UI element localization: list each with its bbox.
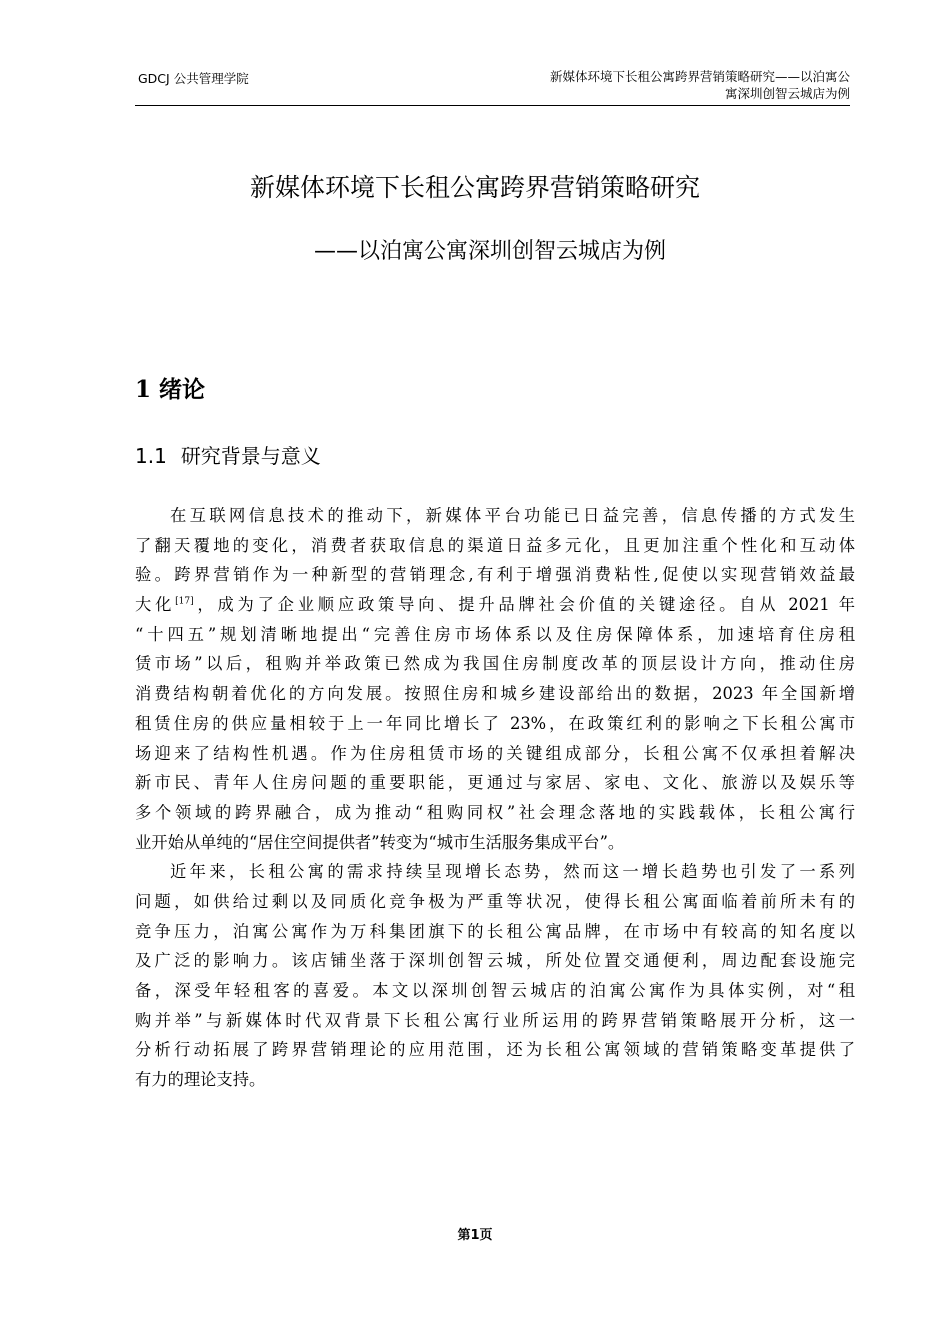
section-heading: [135, 374, 205, 406]
paragraph-1-line: 多个领域的跨界融合，成为推动“租购同权”社会理念落地的实践载体，长租公寓行: [135, 802, 855, 822]
paragraph-1-line: 消费结构朝着优化的方向发展。按照住房和城乡建设部给出的数据，2023 年全国新增: [135, 684, 855, 704]
paragraph-1-text: ，成为了企业顺应政策导向、提升品牌社会价值的关键途径。自从 2021 年: [193, 595, 855, 615]
header-institution: GDCJ 公共管理学院: [138, 71, 249, 86]
paragraph-2-line: 备，深受年轻租客的喜爱。本文以深圳创智云城店的泊寓公寓作为具体实例，对“租: [135, 981, 855, 1000]
header-running-title: [490, 68, 850, 102]
paragraph-2-line: 及广泛的影响力。该店铺坐落于深圳创智云城，所处位置交通便利，周边配套设施完: [135, 951, 855, 971]
document-title: 新媒体环境下长租公寓跨界营销策略研究: [249, 173, 700, 202]
paragraph-2-line: 分析行动拓展了跨界营销理论的应用范围，还为长租公寓领域的营销策略变革提供了: [135, 1040, 855, 1060]
subsection-heading: [135, 441, 321, 471]
section-number: 1: [135, 376, 152, 403]
paragraph-1-line: [135, 590, 855, 620]
paragraph-1-line: 了翻天覆地的变化，消费者获取信息的渠道日益多元化，且更加注重个性化和互动体: [135, 535, 855, 555]
page-number: 第1页: [457, 1228, 493, 1243]
paragraph-2-line: 购并举”与新媒体时代双背景下长租公寓行业所运用的跨界营销策略展开分析，这一: [135, 1010, 855, 1030]
header-running-title-line2: 寓深圳创智云城店为例: [724, 86, 850, 101]
paragraph-2-line: 近年来，长租公寓的需求持续呈现增长态势，然而这一增长趋势也引发了一系列: [170, 862, 855, 882]
section-title: 绪论: [159, 376, 206, 403]
paragraph-1-line: 业开始从单纯的“居住空间提供者”转变为“城市生活服务集成平台”。: [135, 832, 625, 852]
paragraph-1-text: 大化: [135, 595, 176, 615]
paragraph-1-line: 验。跨界营销作为一种新型的营销理念,有利于增强消费粘性,促使以实现营销效益最: [135, 565, 855, 585]
paragraph-1-line: 新市民、青年人住房问题的重要职能，更通过与家居、家电、文化、旅游以及娱乐等: [135, 773, 855, 793]
paragraph-2-line: 问题，如供给过剩以及同质化竞争极为严重等状况，使得长租公寓面临着前所未有的: [135, 891, 855, 911]
document-subtitle: ——以泊寓公寓深圳创智云城店为例: [314, 239, 667, 264]
paragraph-1-line: 在互联网信息技术的推动下，新媒体平台功能已日益完善，信息传播的方式发生: [170, 506, 855, 525]
paragraph-2-line: 有力的理论支持。: [135, 1070, 266, 1090]
paragraph-1-line: 赁市场”以后，租购并举政策已然成为我国住房制度改革的顶层设计方向，推动住房: [135, 654, 855, 674]
header-running-title-line1: 新媒体环境下长租公寓跨界营销策略研究——以泊寓公: [549, 69, 850, 84]
subsection-number: 1.1: [135, 444, 167, 468]
paragraph-2-line: 竞争压力，泊寓公寓作为万科集团旗下的长租公寓品牌，在市场中有较高的知名度以: [135, 921, 855, 941]
header-divider: [135, 105, 850, 106]
body-text: [135, 501, 855, 1095]
paragraph-1-line: 租赁住房的供应量相较于上一年同比增长了 23%，在政策红利的影响之下长租公寓市: [135, 713, 855, 733]
paragraph-1-line: “十四五”规划清晰地提出“完善住房市场体系以及住房保障体系，加速培育住房租: [135, 624, 855, 644]
paragraph-1-line: 场迎来了结构性机遇。作为住房租赁市场的关键组成部分，长租公寓不仅承担着解决: [135, 743, 855, 763]
subsection-title: 研究背景与意义: [180, 444, 321, 468]
citation-reference: [17]: [175, 596, 194, 607]
